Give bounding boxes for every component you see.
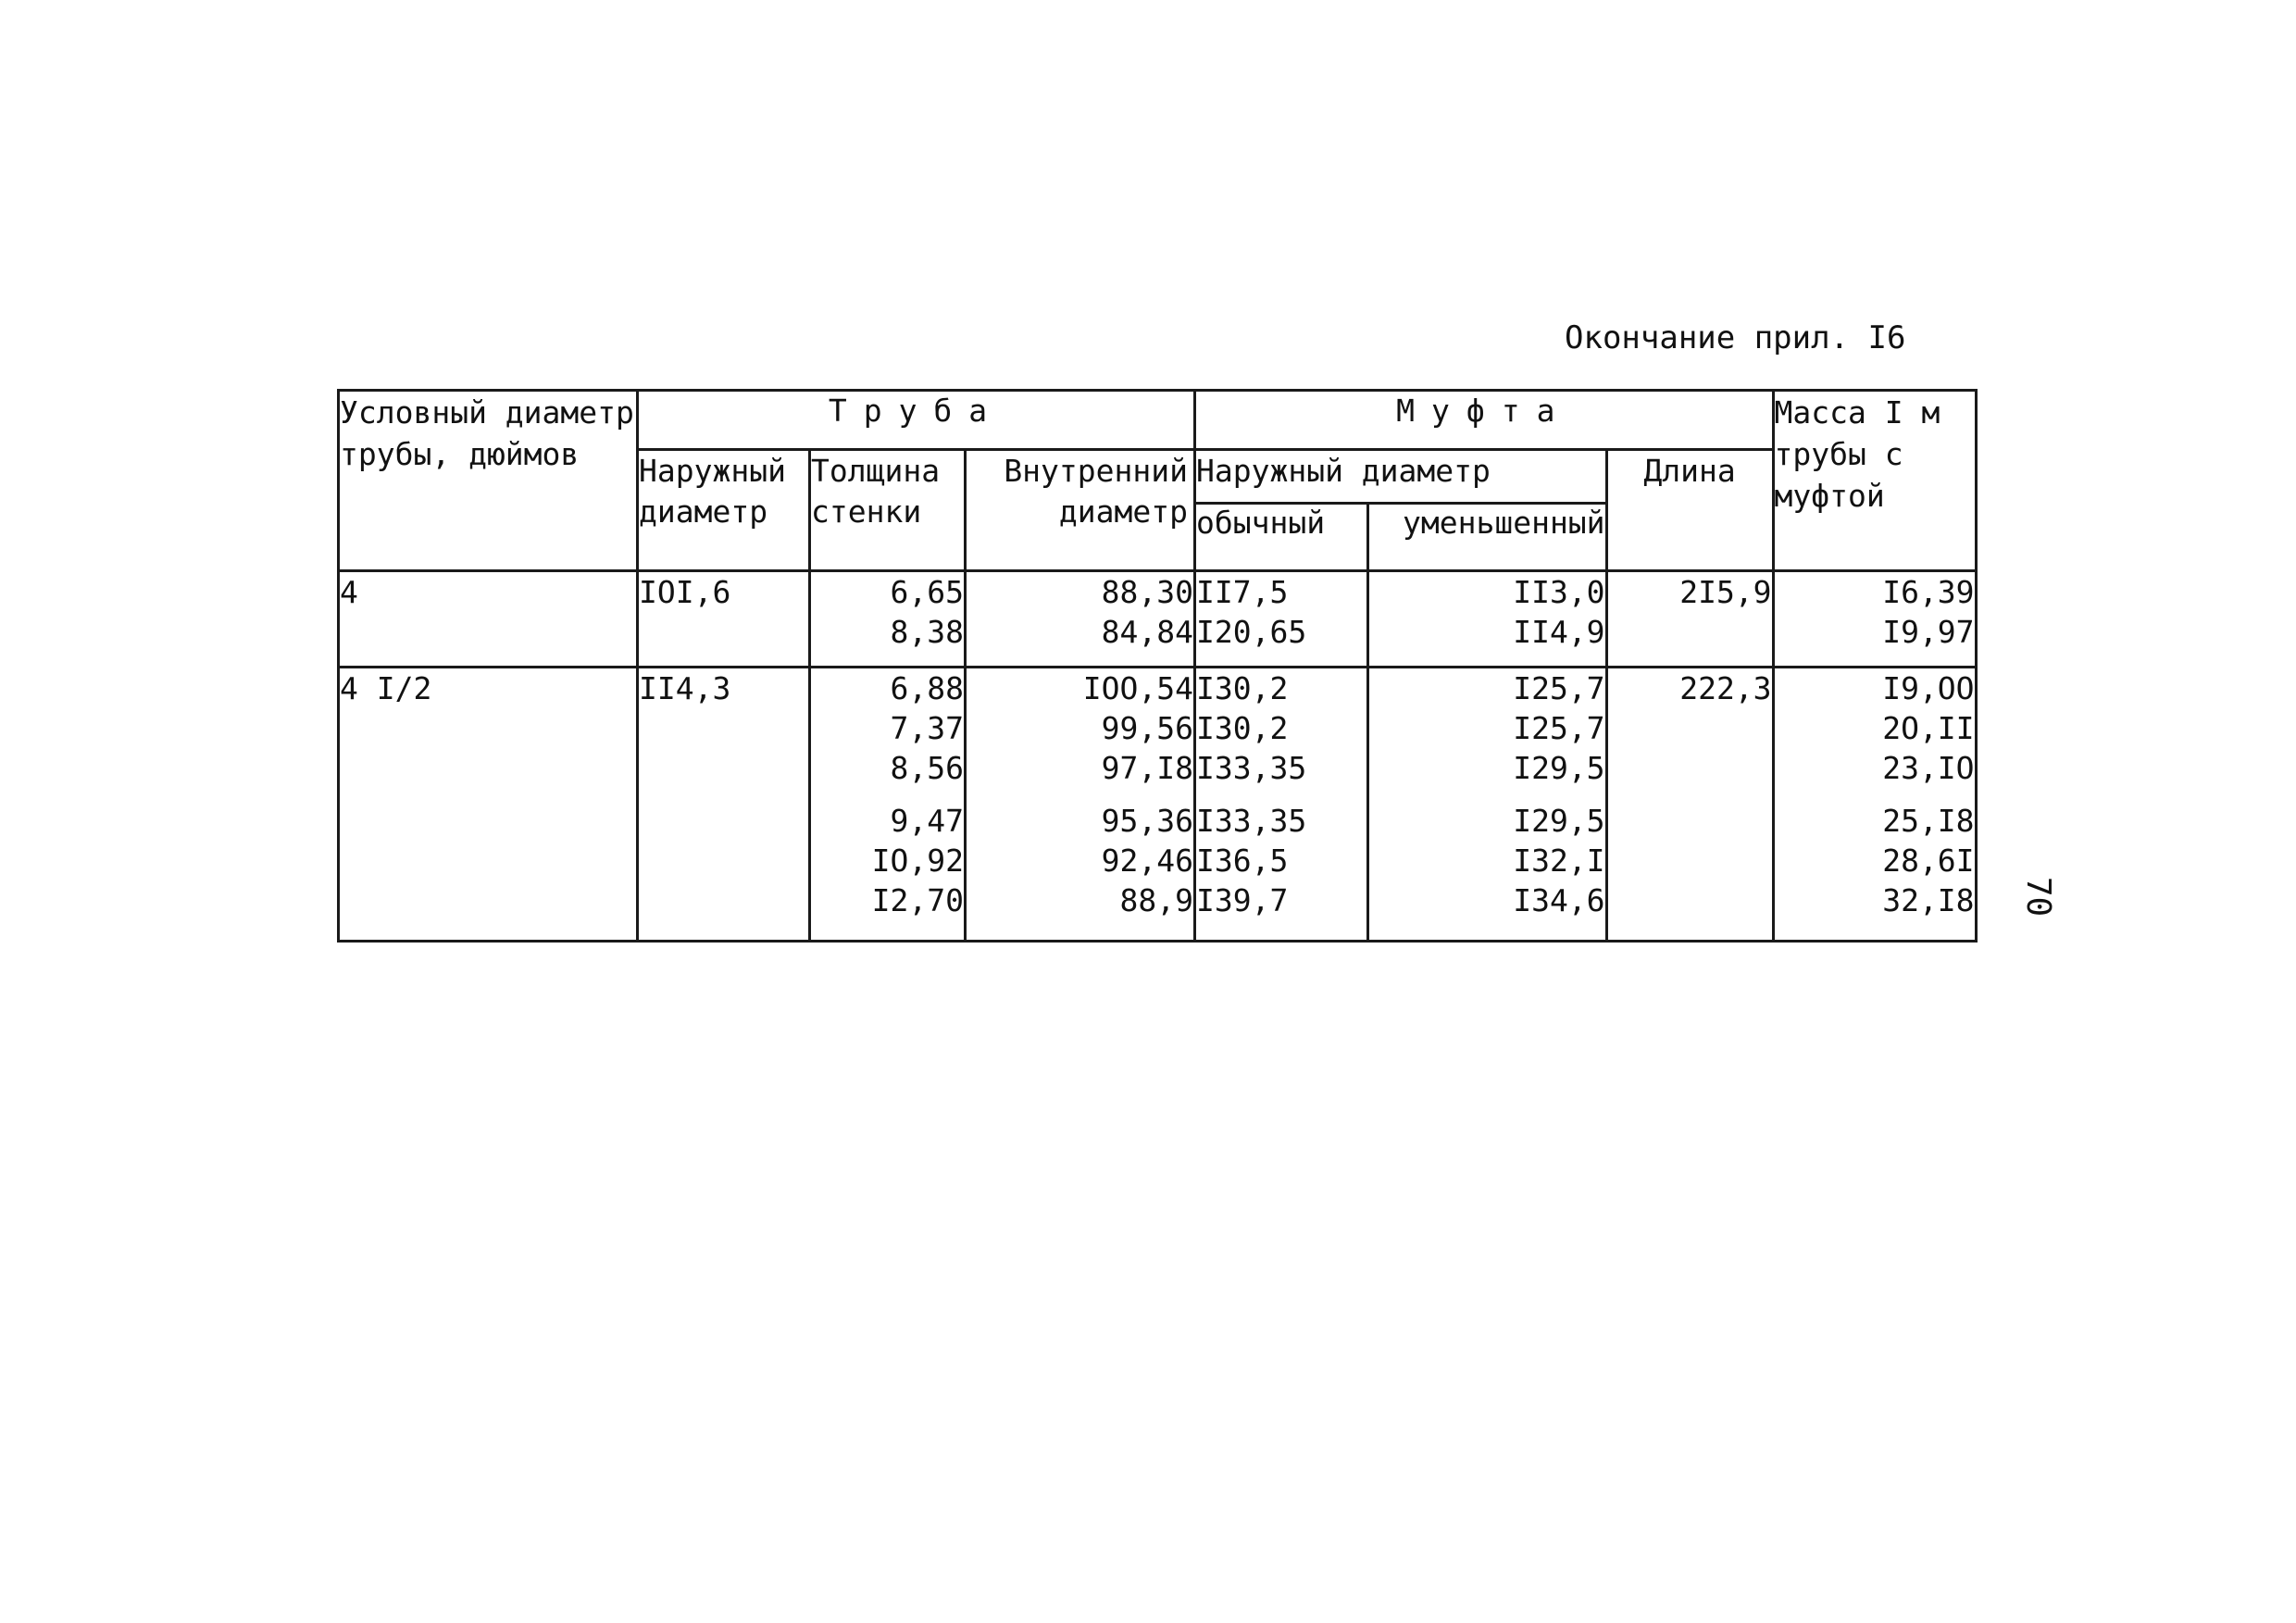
cell-mass: I6,39 I9,97 bbox=[1773, 571, 1976, 668]
header-coupling-normal: обычный bbox=[1195, 504, 1368, 571]
header-coupling-outer-diameter: Наружный диаметр bbox=[1195, 450, 1607, 504]
cell-coupling-length: 222,3 bbox=[1606, 668, 1773, 942]
cell-inner-diameter: IOO,54 99,56 97,I8 95,36 92,46 88,9 bbox=[966, 668, 1195, 942]
cell-inner-diameter: 88,30 84,84 bbox=[966, 571, 1195, 668]
header-coupling-group: Муфта bbox=[1195, 391, 1774, 450]
cell-coupling-length: 2I5,9 bbox=[1606, 571, 1773, 668]
header-pipe-outer-diameter: Наружный диаметр bbox=[638, 450, 810, 571]
cell-mass: I9,OO 2O,II 23,IO 25,I8 28,6I 32,I8 bbox=[1773, 668, 1976, 942]
cell-nominal-diameter: 4 I/2 bbox=[339, 668, 638, 942]
cell-pipe-outer-diameter: II4,3 bbox=[638, 668, 810, 942]
cell-coupling-normal: II7,5 I20,65 bbox=[1195, 571, 1368, 668]
header-coupling-length: Длина bbox=[1606, 450, 1773, 571]
header-pipe-inner-diameter: Внутренний диаметр bbox=[966, 450, 1195, 571]
header-coupling-reduced: уменьшенный bbox=[1368, 504, 1607, 571]
table-row bbox=[339, 571, 1977, 668]
header-nominal-diameter: Условный диаметр трубы, дюймов bbox=[339, 391, 638, 571]
cell-wall-thickness: 6,65 8,38 bbox=[810, 571, 966, 668]
header-pipe-wall-thickness: Толщина стенки bbox=[810, 450, 966, 571]
cell-wall-thickness: 6,88 7,37 8,56 9,47 IO,92 I2,70 bbox=[810, 668, 966, 942]
cell-pipe-outer-diameter: IOI,6 bbox=[638, 571, 810, 668]
page-number: 70 bbox=[2019, 876, 2058, 918]
appendix-caption: Окончание прил. I6 bbox=[1565, 319, 1906, 356]
pipe-coupling-table bbox=[337, 389, 1978, 943]
cell-coupling-normal: I30,2 I30,2 I33,35 I33,35 I36,5 I39,7 bbox=[1195, 668, 1368, 942]
cell-coupling-reduced: I25,7 I25,7 I29,5 I29,5 I32,I I34,6 bbox=[1368, 668, 1607, 942]
header-pipe-group: Труба bbox=[638, 391, 1195, 450]
table-row bbox=[339, 668, 1977, 942]
header-mass: Масса I м трубы с муфтой bbox=[1773, 391, 1976, 571]
cell-coupling-reduced: II3,0 II4,9 bbox=[1368, 571, 1607, 668]
cell-nominal-diameter: 4 bbox=[339, 571, 638, 668]
